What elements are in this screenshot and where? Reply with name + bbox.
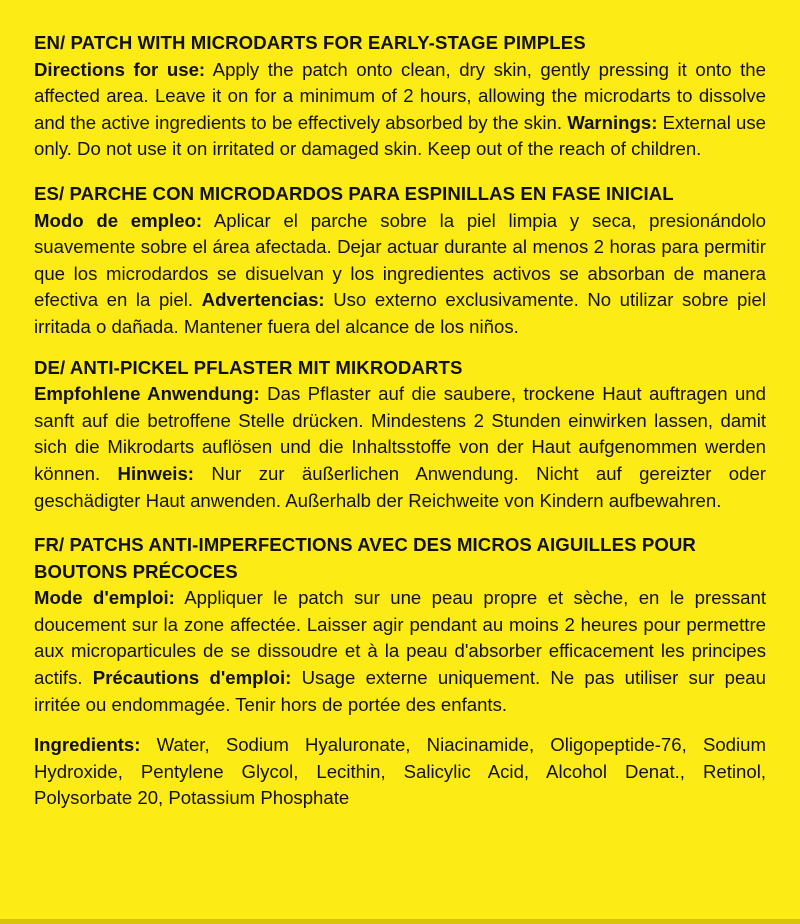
section-heading-es: ES/ PARCHE CON MICRODARDOS PARA ESPINILLAS EN FASE INICIAL [34, 182, 674, 204]
directions-label-fr: Mode d'emploi: [34, 587, 175, 609]
section-heading-en: EN/ PATCH WITH MICRODARTS FOR EARLY-STAGE PIMPLES [34, 32, 586, 53]
directions-text-fr: Appliquer le patch sur une peau propre et sèche, en le pressant doucement sur la zone affectée. Laisser agir pendant au moins 2 heures pour permettre aux microparticules de se dissoudre et à la peau d'absorber efficacement les principes actifs. [34, 587, 766, 689]
warnings-label-es: Advertencias: [201, 289, 325, 311]
section-heading-de: DE/ ANTI-PICKEL PFLASTER MIT MIKRODARTS [34, 356, 463, 378]
ingredients-list: Water, Sodium Hyaluronate, Niacinamide, Oligopeptide-76, Sodium Hydroxide, Pentylene Glycol, Lecithin, Salicylic Acid, Alcohol Denat., Retinol, Polysorbate 20, Potassium Phosphate [34, 734, 766, 809]
ingredients-label: Ingredients: [34, 734, 141, 756]
warnings-text-en: External use only. Do not use it on irritated or damaged skin. Keep out of the reach of children. [34, 111, 766, 160]
warnings-text-es: Uso externo exclusivamente. No utilizar sobre piel irritada o dañada. Mantener fuera del alcance de los niños. [34, 289, 766, 337]
section-en [34, 30, 766, 163]
section-fr [34, 532, 766, 718]
bottom-edge-strip [0, 919, 800, 924]
warnings-label-fr: Précautions d'emploi: [92, 667, 292, 689]
directions-label-en: Directions for use: [34, 58, 206, 80]
directions-label-es: Modo de empleo: [34, 209, 203, 231]
directions-text-de: Das Pflaster auf die saubere, trockene Haut auftragen und sanft auf die betroffene Stelle drücken. Mindestens 2 Stunden einwirken lassen, damit sich die Mikrodarts auflösen und die Inhaltsstoffe von der Haut aufgenommen werden können. [34, 383, 766, 484]
warnings-text-de: Nur zur äußerlichen Anwendung. Nicht auf gereizter oder geschädigter Haut anwenden. Außerhalb der Reichweite von Kindern aufbewahren. [34, 462, 766, 511]
warnings-label-en: Warnings: [567, 111, 658, 133]
ingredients-section [34, 732, 766, 812]
warnings-text-fr: Usage externe uniquement. Ne pas utiliser sur peau irritée ou endommagée. Tenir hors de portée des enfants. [34, 667, 766, 715]
directions-label-de: Empfohlene Anwendung: [34, 383, 260, 405]
section-heading-fr: FR/ PATCHS ANTI-IMPERFECTIONS AVEC DES MICROS AIGUILLES POUR BOUTONS PRÉCOCES [34, 534, 696, 582]
section-de [34, 355, 766, 515]
section-es [34, 181, 766, 341]
directions-text-en: Apply the patch onto clean, dry skin, gently pressing it onto the affected area. Leave it on for a minimum of 2 hours, allowing the microdarts to dissolve and the active ingredients to be effectively absorbed by the skin. [34, 58, 766, 133]
directions-text-es: Aplicar el parche sobre la piel limpia y seca, presionándolo suavemente sobre el área afectada. Dejar actuar durante al menos 2 horas para permitir que los microdardos se disuelvan y los ingredientes activos se absorban de manera efectiva en la piel. [34, 209, 766, 311]
warnings-label-de: Hinweis: [117, 462, 195, 484]
